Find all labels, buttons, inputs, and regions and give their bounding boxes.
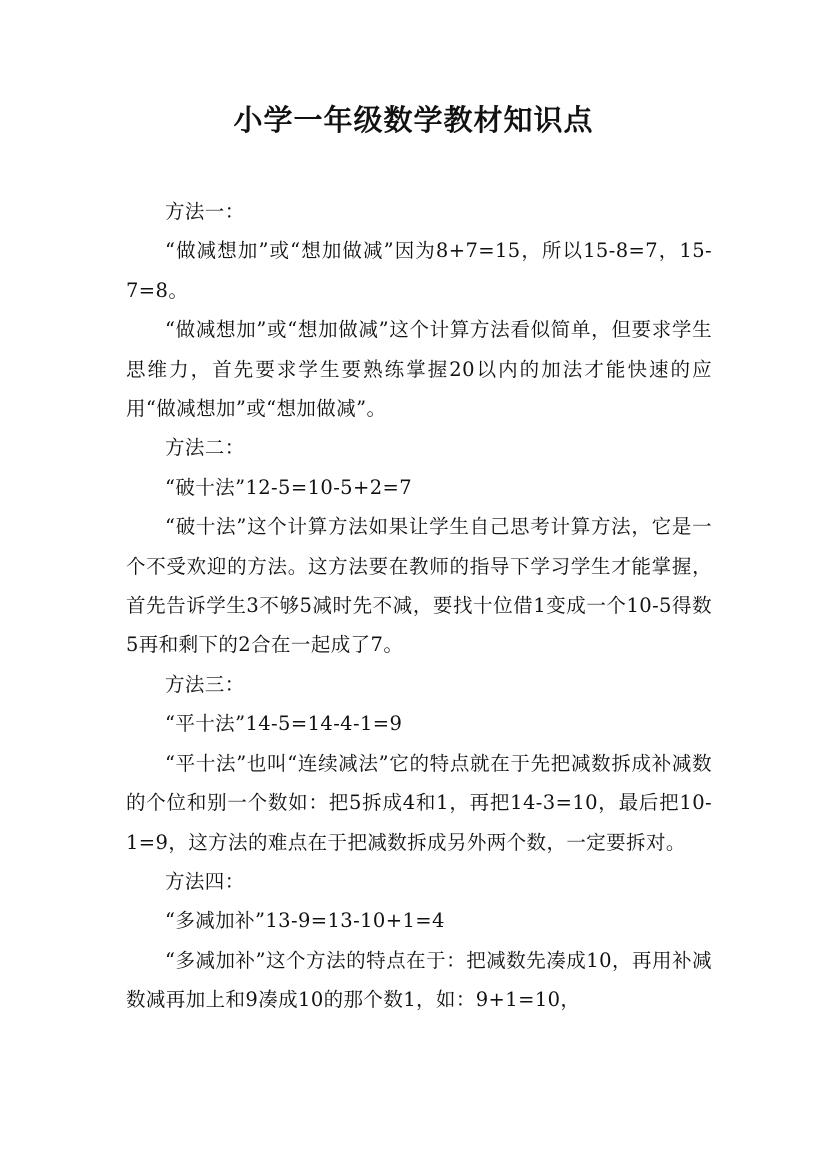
paragraph-method-4-description: “多减加补”这个方法的特点在于：把减数先凑成10，再用补减数减再加上和9凑成10的那个数1，如：9+1=10， — [126, 948, 712, 1012]
paragraph-method-4-heading: 方法四： — [165, 869, 245, 893]
paragraph-method-3-description: “平十法”也叫“连续减法”它的特点就在于先把减数拆成补减数的个位和别一个数如：把5拆成4和1，再把14-3=10，最后把10-1=9，这方法的难点在于把减数拆成另外两个数，一定要拆对。 — [126, 751, 712, 854]
document-title: 小学一年级数学教材知识点 — [233, 103, 594, 137]
document-body — [126, 192, 712, 1020]
paragraph-method-4-example: “多减加补”13-9=13-10+1=4 — [165, 909, 445, 933]
paragraph-method-3-example: “平十法”14-5=14-4-1=9 — [165, 712, 403, 736]
paragraph-method-2-heading: 方法二： — [165, 436, 245, 460]
paragraph-method-1-heading: 方法一： — [165, 200, 245, 223]
paragraph-method-2-description: “破十法”这个计算方法如果让学生自己思考计算方法，它是一个不受欢迎的方法。这方法要在教师的指导下学习学生才能掌握，首先告诉学生3不够5减时先不减，要找十位借1变成一个10-5得数5再和剩下的2合在一起成了7。 — [126, 515, 712, 657]
paragraph-method-2-example: “破十法”12-5=10-5+2=7 — [165, 475, 413, 499]
paragraph-method-3-heading: 方法三： — [165, 672, 245, 696]
paragraph-method-1-example: “做减想加”或“想加做减”因为8+7=15，所以15-8=7，15-7=8。 — [126, 239, 712, 302]
paragraph-method-1-description: “做减想加”或“想加做减”这个计算方法看似简单，但要求学生思维力，首先要求学生要熟练掌握20以内的加法才能快速的应用“做减想加”或“想加做减”。 — [126, 318, 712, 421]
